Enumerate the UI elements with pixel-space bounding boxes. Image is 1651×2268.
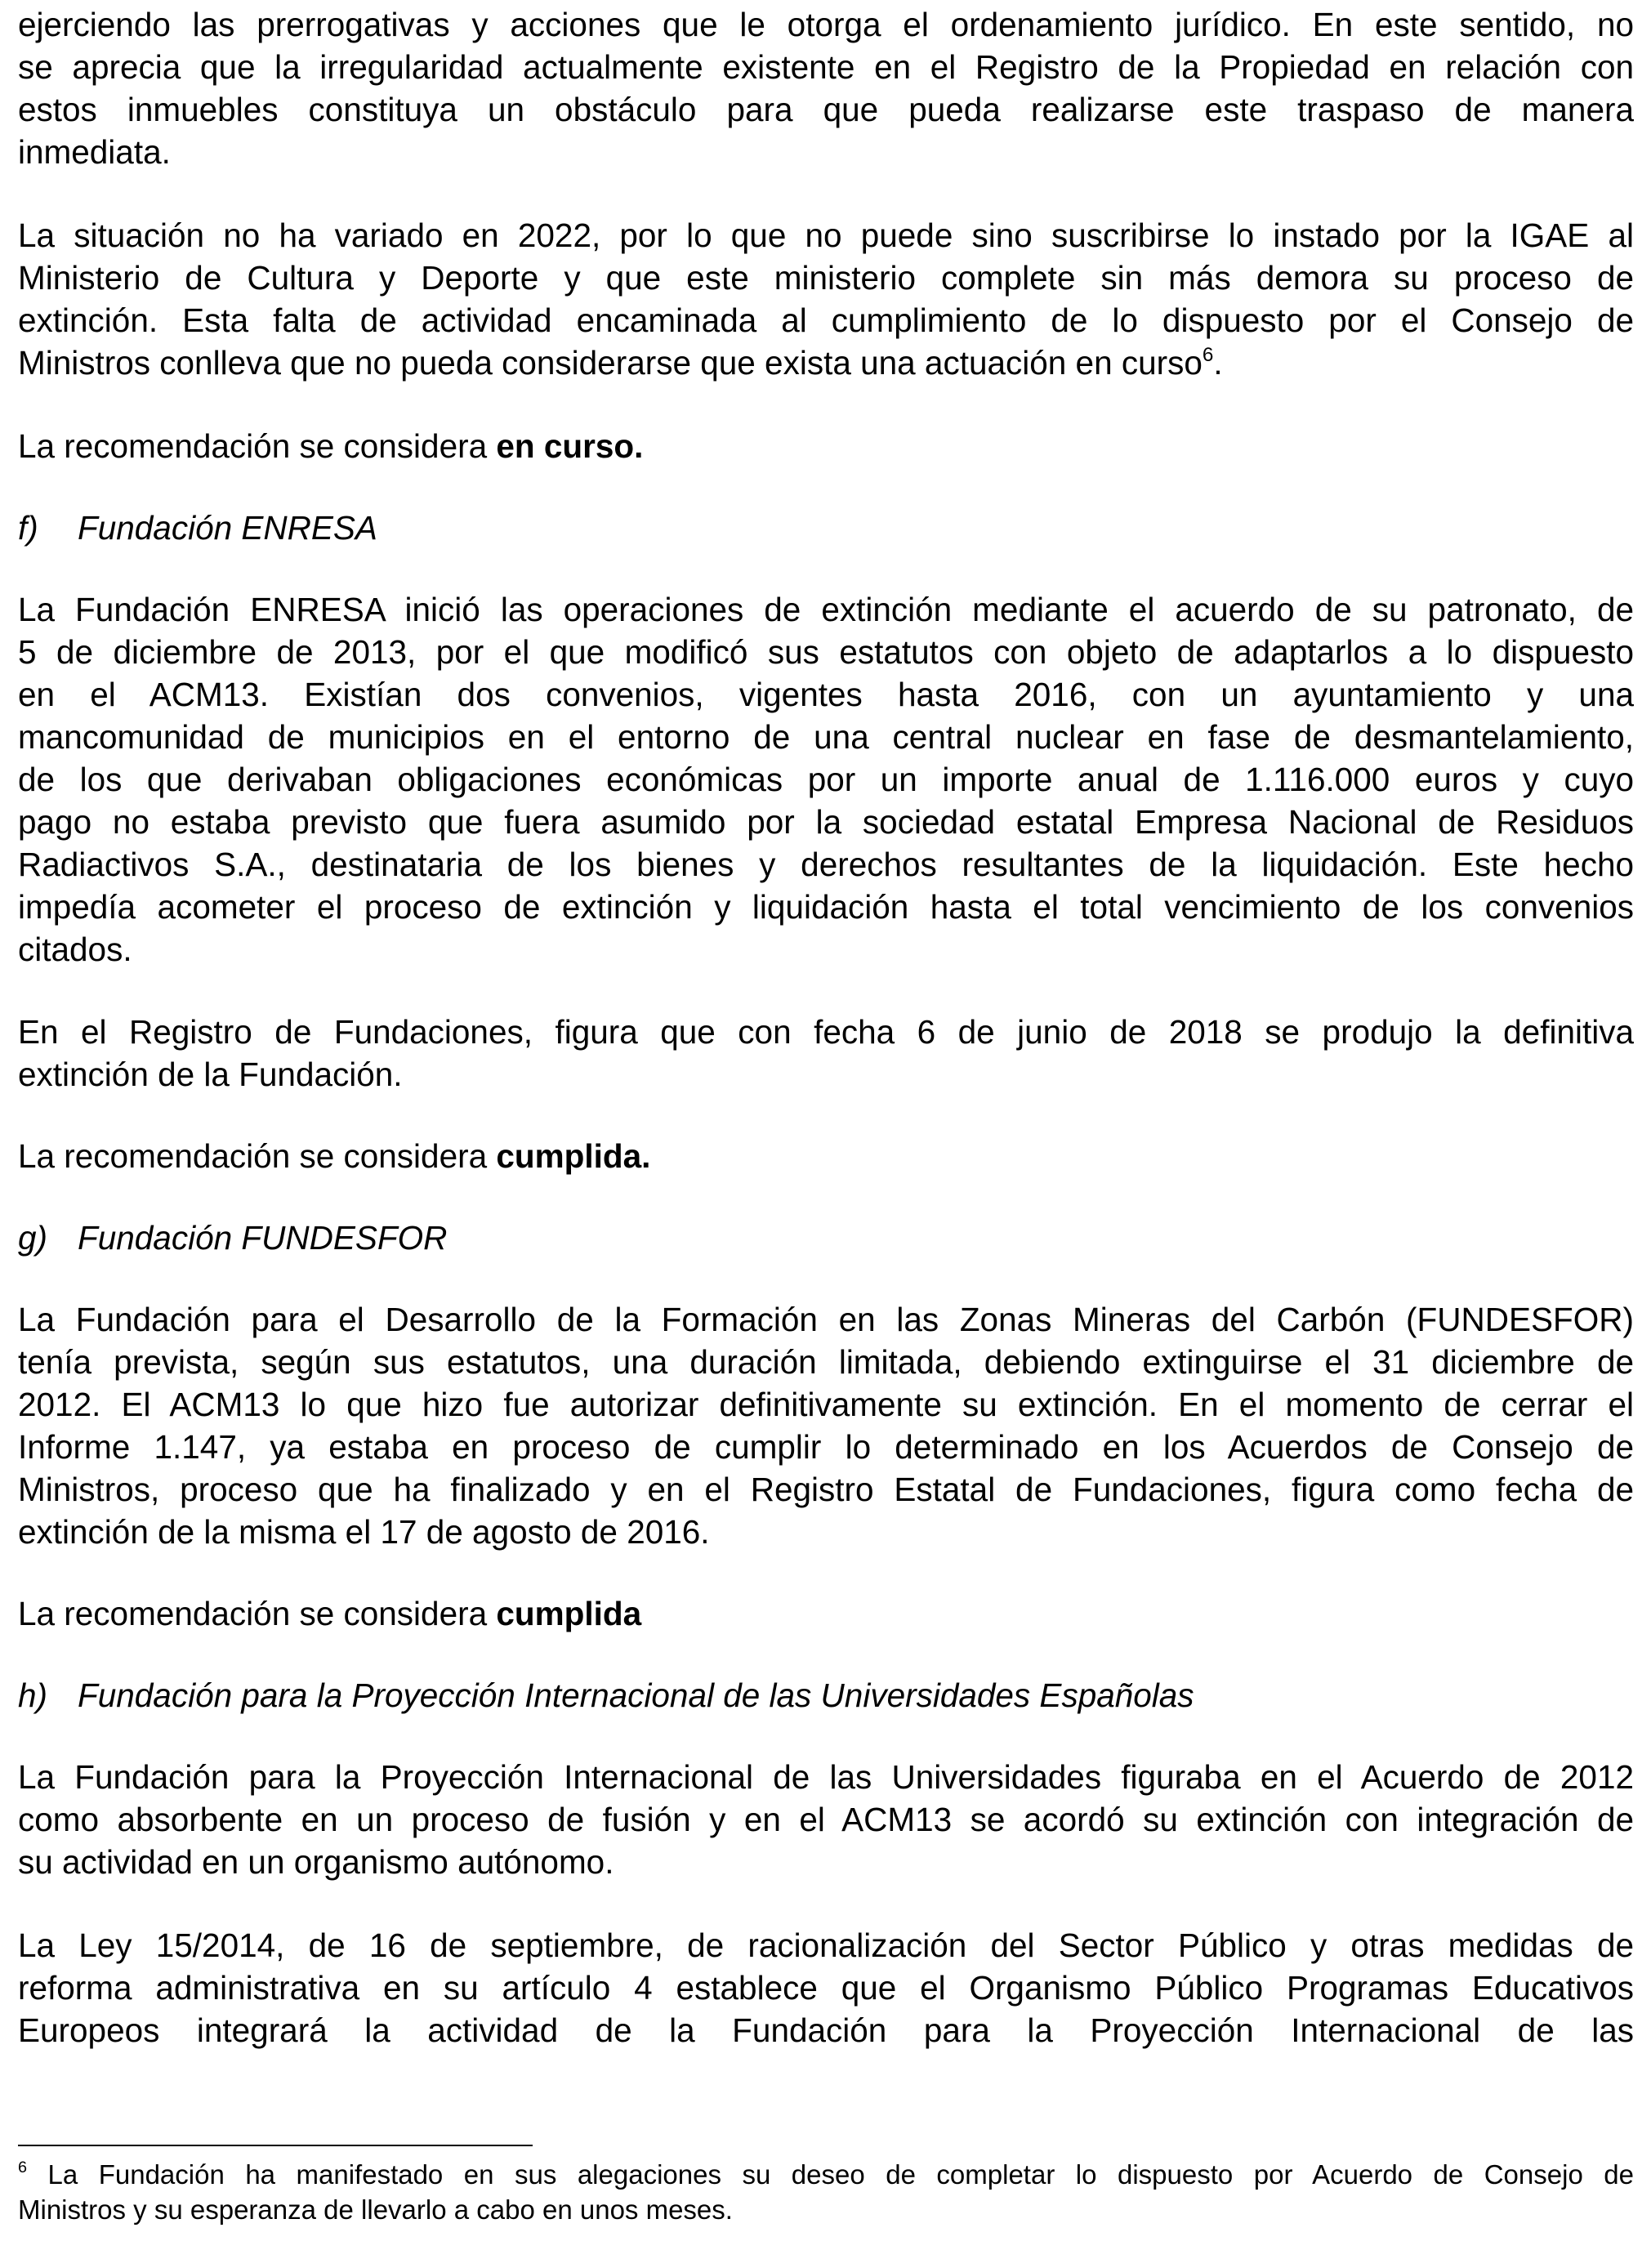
text-line: de los que derivaban obligaciones económicas por un importe anual de 1.116.000 euros y cuyo xyxy=(18,761,1634,798)
heading-title: Fundación ENRESA xyxy=(78,509,377,547)
status-completed: cumplida. xyxy=(496,1137,651,1175)
footnote xyxy=(18,2157,1634,2227)
text-line: extinción de la misma el 17 de agosto de 2016. xyxy=(18,1513,710,1551)
paragraph-enresa xyxy=(18,588,1634,971)
text-segment: La Fundación ha manifestado en sus alegaciones su deseo de completar lo dispuesto por Acuerdo de Consejo de xyxy=(27,2159,1634,2190)
text-line: En el Registro de Fundaciones, figura que con fecha 6 de junio de 2018 se produjo la definitiva xyxy=(18,1013,1634,1051)
paragraph-situacion-2022 xyxy=(18,214,1634,384)
text-line: Europeos integrará la actividad de la Fundación para la Proyección Internacional de las xyxy=(18,2011,1634,2049)
text-line: su actividad en un organismo autónomo. xyxy=(18,1843,614,1881)
text-line: Ministerio de Cultura y Deporte y que este ministerio complete sin más demora su proceso de xyxy=(18,259,1634,297)
paragraph-proyeccion-internacional xyxy=(18,1756,1634,1883)
text-segment: . xyxy=(1213,344,1223,382)
text-line: La Fundación ENRESA inició las operaciones de extinción mediante el acuerdo de su patronato, de xyxy=(18,591,1634,628)
text-line xyxy=(18,1592,1634,1635)
paragraph-fundesfor xyxy=(18,1298,1634,1553)
text-line: extinción. Esta falta de actividad encaminada al cumplimiento de lo dispuesto por el Consejo de xyxy=(18,301,1634,339)
text-line: Radiactivos S.A., destinataria de los bienes y derechos resultantes de la liquidación. Este hecho xyxy=(18,846,1634,883)
text-line: inmediata. xyxy=(18,133,171,171)
text-line: mancomunidad de municipios en el entorno de una central nuclear en fase de desmantelamiento, xyxy=(18,718,1634,756)
text-line: La Fundación para la Proyección Internacional de las Universidades figuraba en el Acuerdo de 2012 xyxy=(18,1758,1634,1796)
text-segment: La recomendación se considera xyxy=(18,427,497,465)
text-line: La Ley 15/2014, de 16 de septiembre, de racionalización del Sector Público y otras medidas de xyxy=(18,1926,1634,1964)
section-heading-h xyxy=(18,1674,1194,1717)
footnote-reference[interactable]: 6 xyxy=(1202,343,1214,366)
text-line: extinción de la Fundación. xyxy=(18,1056,403,1093)
heading-title: Fundación FUNDESFOR xyxy=(78,1219,448,1257)
footnote-separator xyxy=(18,2145,533,2146)
text-line: como absorbente en un proceso de fusión y en el ACM13 se acordó su extinción con integración de xyxy=(18,1801,1634,1838)
text-line: citados. xyxy=(18,931,132,968)
text-line: impedía acometer el proceso de extinción y liquidación hasta el total vencimiento de los convenios xyxy=(18,888,1634,926)
text-line: estos inmuebles constituya un obstáculo para que pueda realizarse este traspaso de manera xyxy=(18,91,1634,128)
text-line: pago no estaba previsto que fuera asumido por la sociedad estatal Empresa Nacional de Residuos xyxy=(18,803,1634,841)
paragraph-registro-propiedad xyxy=(18,3,1634,173)
text-line: ejerciendo las prerrogativas y acciones que le otorga el ordenamiento jurídico. En este sentido, no xyxy=(18,6,1634,43)
text-line: se aprecia que la irregularidad actualmente existente en el Registro de la Propiedad en relación con xyxy=(18,48,1634,86)
text-line: 5 de diciembre de 2013, por el que modificó sus estatutos con objeto de adaptarlos a lo dispuesto xyxy=(18,633,1634,671)
text-line: 2012. El ACM13 lo que hizo fue autorizar definitivamente su extinción. En el momento de cerrar el xyxy=(18,1386,1634,1423)
section-heading-f xyxy=(18,507,377,549)
status-in-progress: en curso. xyxy=(496,427,644,465)
text-segment: Ministros conlleva que no pueda considerarse que exista una actuación en curso xyxy=(18,344,1203,382)
text-line: La situación no ha variado en 2022, por lo que no puede sino suscribirse lo instado por la IGAE al xyxy=(18,217,1634,254)
heading-letter: h) xyxy=(18,1676,48,1714)
text-line xyxy=(18,342,1634,384)
heading-title: Fundación para la Proyección Internacional de las Universidades Españolas xyxy=(78,1676,1194,1714)
footnote-line: Ministros y su esperanza de llevarlo a cabo en unos meses. xyxy=(18,2194,733,2225)
paragraph-ley-15-2014 xyxy=(18,1924,1634,2051)
footnote-number: 6 xyxy=(18,2159,28,2176)
footnote-line xyxy=(18,2157,1634,2192)
recommendation-status-line xyxy=(18,425,1634,467)
text-segment: La recomendación se considera xyxy=(18,1137,497,1175)
recommendation-status-line xyxy=(18,1135,1634,1177)
text-line: en el ACM13. Existían dos convenios, vigentes hasta 2016, con un ayuntamiento y una xyxy=(18,676,1634,713)
text-segment: La recomendación se considera xyxy=(18,1595,497,1632)
document-page xyxy=(18,0,1634,2268)
text-line: tenía prevista, según sus estatutos, una duración limitada, debiendo extinguirse el 31 diciembre de xyxy=(18,1343,1634,1381)
text-line: Ministros, proceso que ha finalizado y en el Registro Estatal de Fundaciones, figura como fecha de xyxy=(18,1471,1634,1508)
recommendation-status-line xyxy=(18,1592,1634,1635)
text-line: La Fundación para el Desarrollo de la Formación en las Zonas Mineras del Carbón (FUNDESFOR) xyxy=(18,1301,1634,1338)
text-line: Informe 1.147, ya estaba en proceso de cumplir lo determinado en los Acuerdos de Consejo de xyxy=(18,1428,1634,1466)
heading-letter: g) xyxy=(18,1219,48,1257)
status-completed: cumplida xyxy=(496,1595,642,1632)
paragraph-registro-fundaciones xyxy=(18,1011,1634,1096)
text-line: reforma administrativa en su artículo 4 establece que el Organismo Público Programas Educativos xyxy=(18,1969,1634,2007)
text-line xyxy=(18,425,1634,467)
heading-letter: f) xyxy=(18,509,38,547)
section-heading-g xyxy=(18,1217,447,1259)
text-line xyxy=(18,1135,1634,1177)
